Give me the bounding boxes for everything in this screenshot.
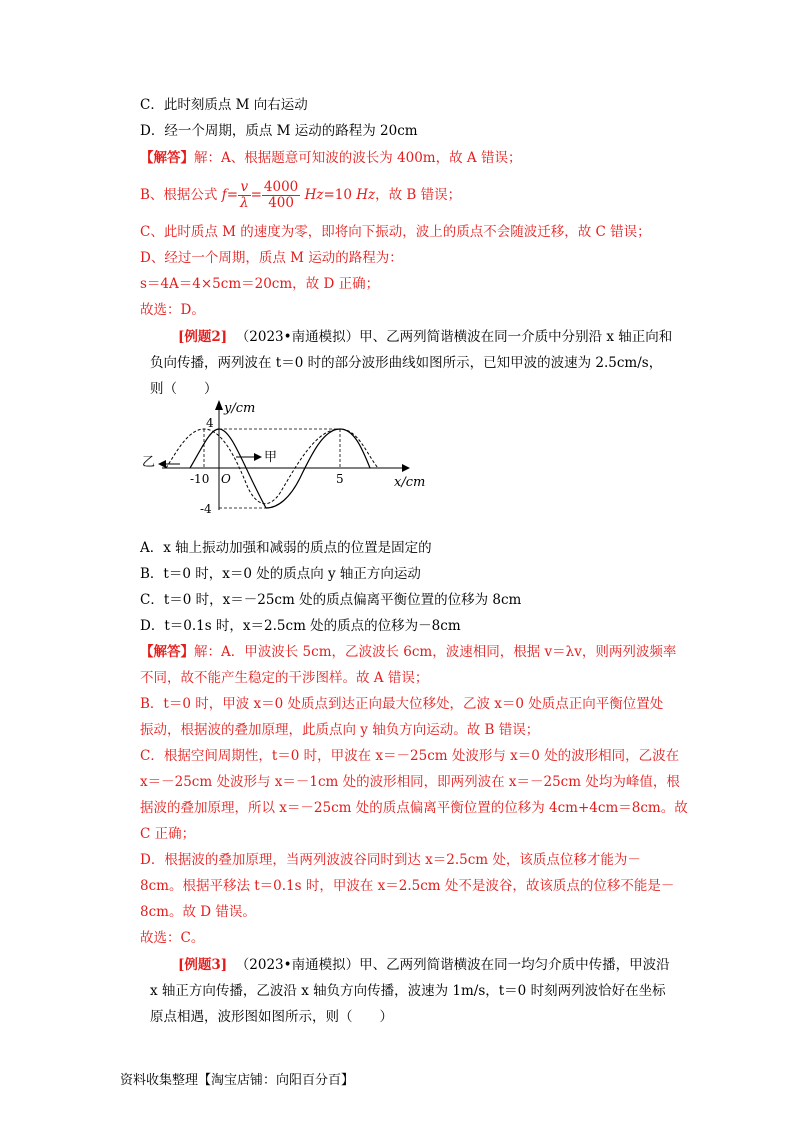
- answer2-l9: D．根据波的叠加原理，当两列波波谷同时到达 x＝2.5cm 处，该质点位移才能为－: [140, 852, 641, 868]
- answer2-l6: x＝－25cm 处波形与 x＝－1cm 处的波形相同，即两列波在 x＝－25cm 处均为峰值，根: [140, 774, 680, 790]
- label-wave-yi: 乙: [142, 455, 156, 470]
- label-y-top: 4: [206, 416, 214, 430]
- wave-figure: [140, 398, 440, 528]
- label-x-neg10: -10: [190, 472, 210, 486]
- answer2-choice: 故选：C。: [140, 930, 205, 946]
- arrow-yi-head: [158, 460, 166, 468]
- answer1-choice: 故选：D。: [140, 302, 205, 318]
- example2-line2: 负向传播，两列波在 t＝0 时的部分波形曲线如图所示，已知甲波的波速为 2.5cm/s，: [150, 355, 663, 371]
- label-wave-jia: 甲: [264, 450, 278, 465]
- answer2-l2: 不同，故不能产生稳定的干涉图样。故 A 错误；: [140, 670, 429, 686]
- arrow-jia-head: [254, 453, 262, 461]
- answer2-l10: 8cm。根据平移法 t＝0.1s 时，甲波在 x＝2.5cm 处不是波谷，故该质点的位移不能是－: [140, 878, 675, 894]
- footer-text: 资料收集整理【淘宝店铺：向阳百分百】: [120, 1073, 355, 1088]
- label-origin: O: [221, 472, 231, 486]
- label-y-axis: y/cm: [224, 401, 256, 416]
- answer1-c: C、此时质点 M 的速度为零，即将向下振动，波上的质点不会随波迁移，故 C 错误；: [140, 224, 651, 240]
- option-b: B．t＝0 时，x＝0 处的质点向 y 轴正方向运动: [140, 566, 421, 582]
- answer2-l7: 据波的叠加原理，所以 x＝－25cm 处的质点偏离平衡位置的位移为 4cm+4cm＝8cm。故: [140, 800, 688, 816]
- option-c: C．t＝0 时，x＝－25cm 处的质点偏离平衡位置的位移为 8cm: [140, 592, 522, 608]
- fraction-v-lambda: $\frac{v}{\lambda}$: [240, 179, 249, 211]
- answer1-d: D、经过一个周期，质点 M 运动的路程为：: [140, 250, 403, 266]
- answer2-l5: C．根据空间周期性，t＝0 时，甲波在 x＝－25cm 处波形与 x＝0 处的波形相同，乙波在: [140, 748, 680, 764]
- answer2-l1: 【解答】解：A．甲波波长 5cm，乙波波长 6cm，波速相同，根据 v＝λv，则两列波频率: [140, 644, 677, 660]
- example3-line2: x 轴正方向传播，乙波沿 x 轴负方向传播，波速为 1m/s，t＝0 时刻两列波恰好在坐标: [150, 983, 666, 999]
- example3-tag: [例题3]: [178, 957, 228, 973]
- example3-line1: [例题3] （2023•南通模拟）甲、乙两列简谐横波在同一均匀介质中传播，甲波沿: [178, 957, 670, 973]
- label-x-axis: x/cm: [394, 475, 426, 490]
- option-c-top: C．此时刻质点 M 向右运动: [140, 97, 308, 113]
- option-a: A．x 轴上振动加强和减弱的质点的位置是固定的: [140, 540, 432, 556]
- answer1-s: s＝4A＝4×5cm＝20cm，故 D 正确；: [140, 276, 380, 292]
- example2-line1: [例题2] （2023•南通模拟）甲、乙两列简谐横波在同一介质中分别沿 x 轴正向和: [178, 329, 673, 345]
- y-axis-arrow: [215, 400, 223, 410]
- answer1-b-formula: B、根据公式 f= $\frac{v}{\lambda}$ = $\frac{4000}{400}$ Hz=10 Hz，故 B 错误；: [140, 179, 462, 211]
- answer2-l4: 振动，根据波的叠加原理，此质点向 y 轴负方向运动。故 B 错误；: [140, 722, 540, 738]
- x-axis-arrow: [402, 464, 410, 472]
- option-d-top: D．经一个周期，质点 M 运动的路程为 20cm: [140, 123, 418, 139]
- wave-yi-curve: [166, 429, 378, 504]
- answer2-tag: 【解答】: [140, 644, 194, 660]
- label-y-bottom: -4: [200, 502, 212, 516]
- answer2-l8: C 正确；: [140, 826, 196, 842]
- example3-line3: 原点相遇，波形图如图所示，则（ ）: [150, 1009, 393, 1025]
- option-d: D．t＝0.1s 时，x＝2.5cm 处的质点的位移为－8cm: [140, 618, 461, 634]
- answer-tag: 【解答】: [140, 150, 194, 166]
- label-x-5: 5: [336, 472, 344, 486]
- example2-line3: 则（ ）: [150, 381, 218, 397]
- fraction-4000-400: $\frac{4000}{400}$: [263, 179, 299, 211]
- answer2-l11: 8cm。故 D 错误。: [140, 904, 256, 920]
- answer1-a: 【解答】解：A、根据题意可知波的波长为 400m，故 A 错误；: [140, 150, 522, 166]
- answer2-l3: B．t＝0 时，甲波 x＝0 处质点到达正向最大位移处，乙波 x＝0 处质点正向平衡位置处: [140, 696, 664, 712]
- example2-tag: [例题2]: [178, 329, 228, 345]
